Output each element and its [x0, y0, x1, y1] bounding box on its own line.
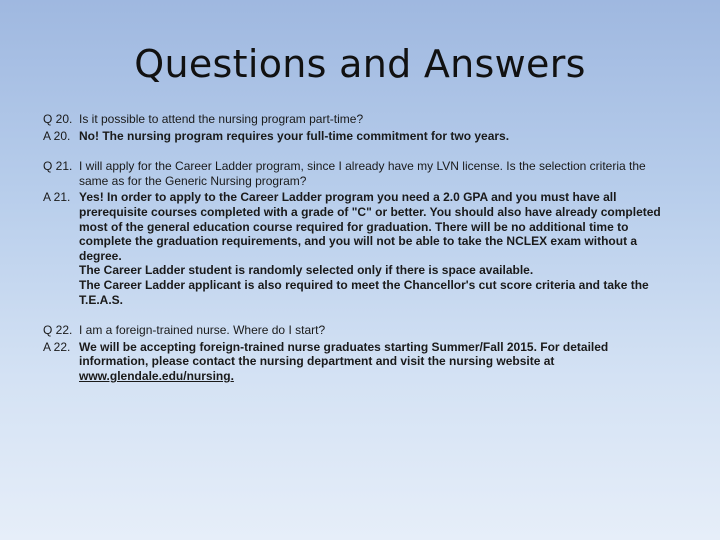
- answer-tag: A 21.: [43, 190, 71, 205]
- answer-tag: A 20.: [43, 128, 71, 143]
- answer-body: [79, 340, 673, 384]
- answer-text: Yes! In order to apply to the Career Ladder program you need a 2.0 GPA and you must have all prerequisite courses completed with a grade of "C" or better. You should also have already completed most of the general education course required for graduation. There will be no additional time to complete the graduation requirements, and you will not be able to take the NCLEX exam without a degree.: [79, 190, 661, 263]
- qa-list: [43, 112, 673, 384]
- answer-text: We will be accepting foreign-trained nurse graduates starting Summer/Fall 2015. For detailed information, please contact the nursing department and visit the nursing website at: [79, 339, 609, 369]
- answer-body: [79, 190, 673, 307]
- question-text: I am a foreign-trained nurse. Where do I start?: [79, 323, 326, 338]
- slide-title: Questions and Answers: [134, 42, 586, 86]
- answer-20: [43, 129, 673, 144]
- question-tag: Q 20.: [43, 112, 73, 126]
- answer-text-3: The Career Ladder applicant is also required to meet the Chancellor's cut score criteria and take the T.E.A.S.: [79, 277, 649, 307]
- answer-text: No! The nursing program requires your full-time commitment for two years.: [79, 128, 510, 143]
- question-text: I will apply for the Career Ladder program, since I already have my LVN license. Is the selection criteria the same as for the Generic Nursing program?: [79, 159, 646, 188]
- question-tag: Q 21.: [43, 159, 73, 174]
- question-21: [43, 159, 673, 188]
- question-22: [43, 323, 673, 338]
- question-tag: Q 22.: [43, 323, 73, 338]
- answer-tag: A 22.: [43, 339, 71, 354]
- nursing-website-link[interactable]: www.glendale.edu/nursing.: [79, 368, 234, 383]
- question-text: Is it possible to attend the nursing program part-time?: [79, 112, 364, 126]
- answer-text-2: The Career Ladder student is randomly selected only if there is space available.: [79, 263, 534, 278]
- question-20: [43, 112, 673, 127]
- answer-22: [43, 340, 673, 384]
- answer-21: [43, 190, 673, 307]
